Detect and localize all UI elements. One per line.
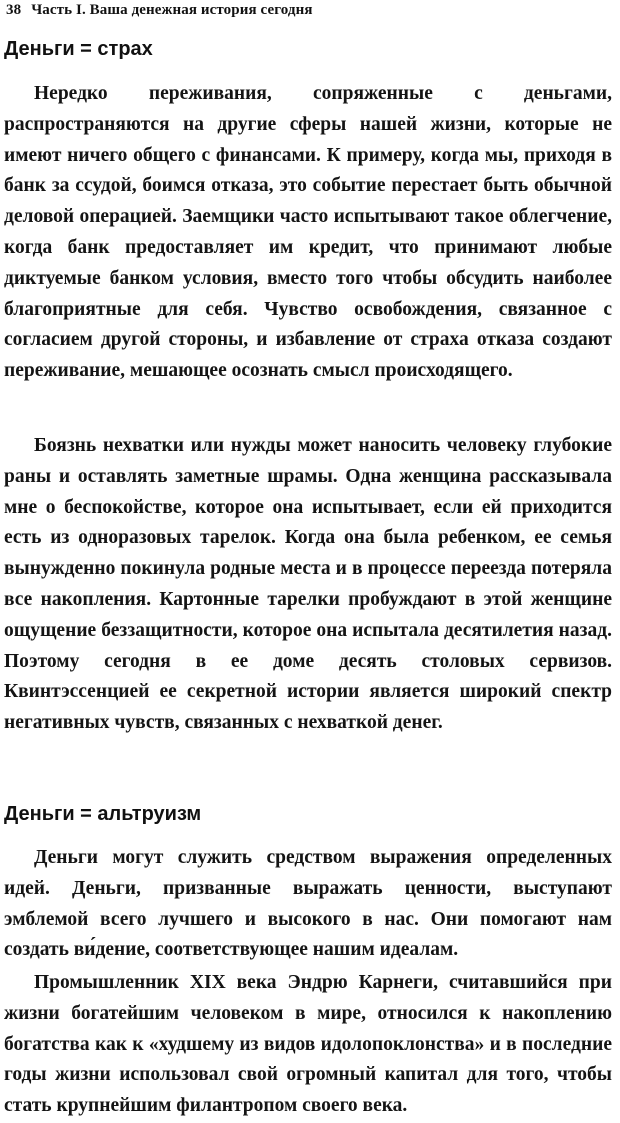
- section-heading-money-altruism: Деньги = альтруизм: [4, 803, 202, 825]
- running-head: [6, 2, 313, 19]
- page-number: 38: [6, 2, 22, 18]
- running-head-title: Часть I. Ваша денежная история сегодня: [31, 2, 313, 18]
- paragraph-altruism-2: Промышленник XIX века Эндрю Карнеги, считавшийся при жизни богатейшим человеком в мире, относился к накоплению богатства как к «худшему из видов идолопоклонства» и в последние годы жизни использовал свой огромный капитал для того, чтобы стать крупнейшим филантропом своего века.: [4, 972, 612, 1117]
- section-heading-money-fear: Деньги = страх: [4, 38, 153, 60]
- paragraph-fear-2: Боязнь нехватки или нужды может наносить человеку глубокие раны и оставлять заметные шрамы. Одна женщина рассказывала мне о беспокойстве, которое она испытывает, если ей приходится есть из одноразовых тарелок. Когда она была ребенком, ее семья вынужденно покинула родные места и в процессе переезда потеряла все накопления. Картонные тарелки пробуждают в этой женщине ощущение беззащитности, которое она испытала десятилетия назад. Поэтому сегодня в ее доме десять столовых сервизов. Квинтэссенцией ее секретной истории является широкий спектр негативных чувств, связанных с нехваткой денег.: [4, 435, 612, 734]
- paragraph-altruism-1: Деньги могут служить средством выражения определенных идей. Деньги, призванные выражать ценности, выступают эмблемой всего лучшего и высокого в нас. Они помогают нам создать ви́дение, соответствующее нашим идеалам.: [4, 847, 612, 961]
- paragraph-fear-1: Нередко переживания, сопряженные с деньгами, распространяются на другие сферы нашей жизни, которые не имеют ничего общего с финансами. К примеру, когда мы, приходя в банк за ссудой, боимся отказа, это событие перестает быть обычной деловой операцией. Заемщики часто испытывают такое облегчение, когда банк предоставляет им кредит, что принимают любые диктуемые банком условия, вместо того чтобы обсудить наиболее благоприятные для себя. Чувство освобождения, связанное с согласием другой стороны, и избавление от страха отказа создают переживание, мешающее осознать смысл происходящего.: [4, 83, 612, 382]
